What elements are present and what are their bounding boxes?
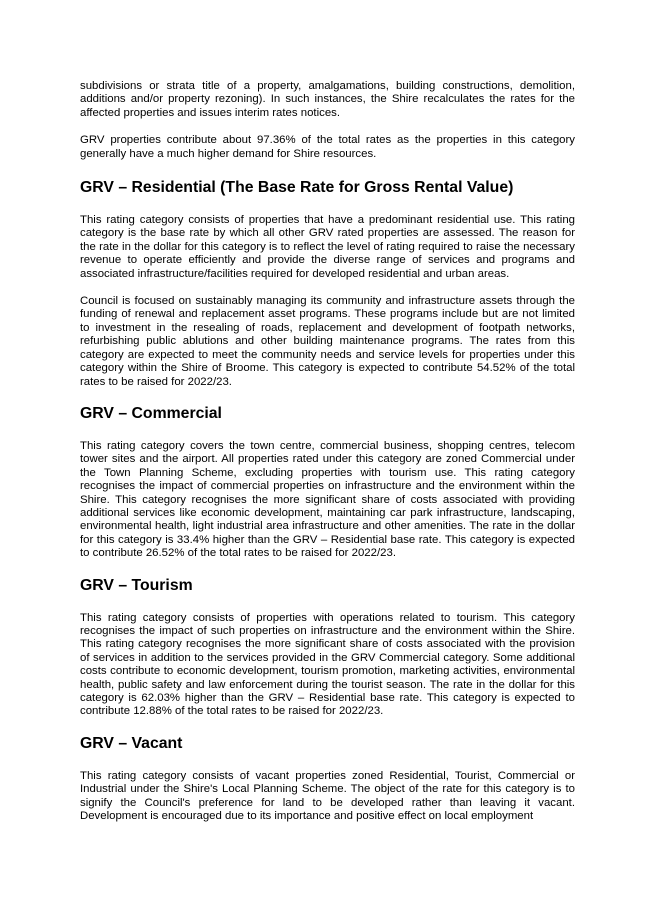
tourism-paragraph-1: This rating category consists of properties with operations related to tourism. This category recognises the impact of such properties on infrastructure and the environment within the Shire. This rating category recognises the more significant share of costs associated with the provision of services in addition to the services provided in the GRV Commercial category. Some additional costs contribute to economic development, tourism promotion, marketing activities, environmental health, public safety and law enforcement during the tourist season. The rate in the dollar for this category is 62.03% higher than the GRV – Residential base rate. This category is expected to contribute 12.88% of the total rates to be raised for 2022/23. (80, 611, 575, 718)
intro-paragraph-2: GRV properties contribute about 97.36% of the total rates as the properties in this category generally have a much higher demand for Shire resources. (80, 134, 575, 160)
heading-grv-vacant: GRV – Vacant (80, 734, 183, 752)
intro-paragraph-1: subdivisions or strata title of a property, amalgamations, building constructions, demolition, additions and/or property rezoning). In such instances, the Shire recalculates the rates for the affected properties and issues interim rates notices. (80, 80, 575, 119)
residential-paragraph-2: Council is focused on sustainably managing its community and infrastructure assets through the funding of renewal and replacement asset programs. These programs include but are not limited to investment in the resealing of roads, replacement and development of footpath networks, refurbishing public ablutions and other building maintenance programs. The rates from this category are expected to meet the community needs and service levels for properties under this category within the Shire of Broome. This category is expected to contribute 54.52% of the total rates to be raised for 2022/23. (80, 295, 575, 388)
vacant-paragraph-1: This rating category consists of vacant properties zoned Residential, Tourist, Commercial or Industrial under the Shire's Local Planning Scheme. The object of the rate for this category is to signify the Council's preference for land to be developed rather than leaving it vacant. Development is encouraged due to its importance and positive effect on local employment (80, 769, 575, 823)
heading-grv-tourism: GRV – Tourism (80, 576, 193, 594)
commercial-paragraph-1: This rating category covers the town centre, commercial business, shopping centres, telecom tower sites and the airport. All properties rated under this category are zoned Commercial under the Town Planning Scheme, excluding properties with tourism use. This rating category recognises the impact of commercial properties on infrastructure and the environment within the Shire. This category recognises the more significant share of costs associated with providing additional services like economic development, maintaining car park infrastructure, landscaping, environmental health, light industrial area infrastructure and other amenities. The rate in the dollar for this category is 33.4% higher than the GRV – Residential base rate. This category is expected to contribute 26.52% of the total rates to be raised for 2022/23. (80, 439, 575, 560)
document-page (80, 80, 575, 837)
heading-grv-commercial: GRV – Commercial (80, 404, 222, 422)
heading-grv-residential: GRV – Residential (The Base Rate for Gross Rental Value) (80, 179, 514, 197)
residential-paragraph-1: This rating category consists of properties that have a predominant residential use. This rating category is the base rate by which all other GRV rated properties are assessed. The reason for the rate in the dollar for this category is to reflect the level of rating required to raise the necessary revenue to operate efficiently and provide the diverse range of services and programs and associated infrastructure/facilities required for developed residential and urban areas. (80, 214, 575, 280)
